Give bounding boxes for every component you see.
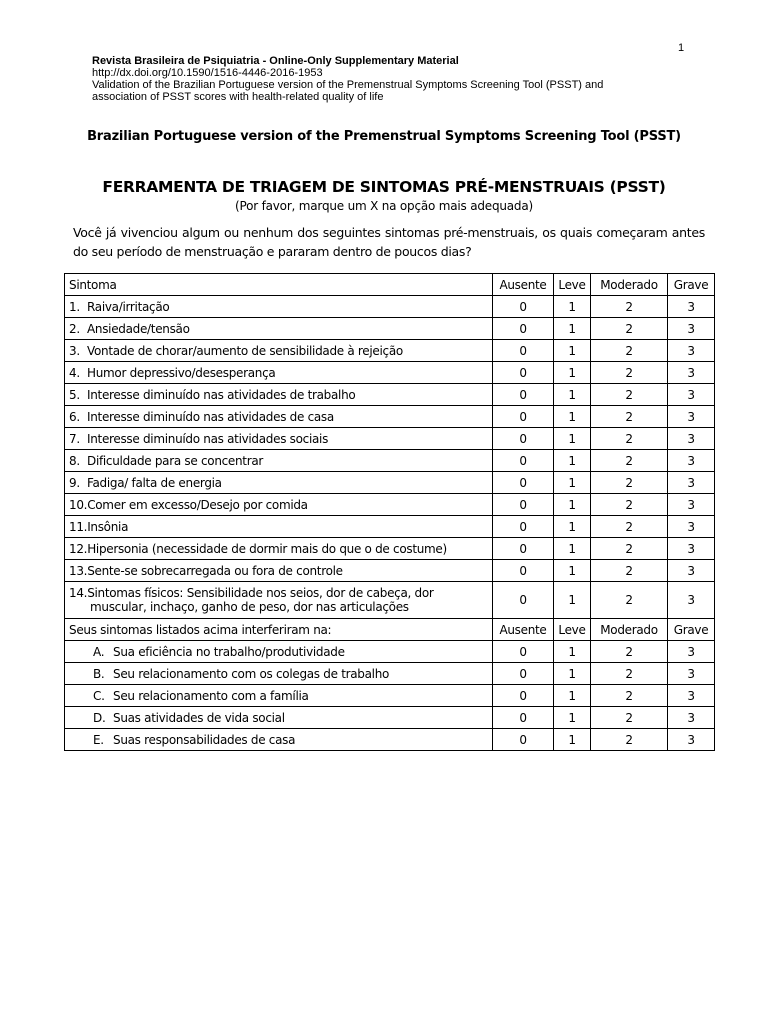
symptom-label: Interesse diminuído nas atividades sociais: [87, 431, 329, 446]
score-option[interactable]: 1: [554, 663, 591, 685]
score-option[interactable]: 2: [591, 494, 668, 516]
score-option[interactable]: 2: [591, 560, 668, 582]
psst-table: [64, 273, 715, 751]
score-option[interactable]: 3: [668, 582, 715, 619]
symptom-number: 8.: [69, 453, 80, 468]
score-option[interactable]: 3: [668, 362, 715, 384]
score-option[interactable]: 1: [554, 340, 591, 362]
score-option[interactable]: 3: [668, 472, 715, 494]
score-option[interactable]: 1: [554, 472, 591, 494]
score-option[interactable]: 0: [493, 707, 554, 729]
score-option[interactable]: 0: [493, 538, 554, 560]
form-instruction: (Por favor, marque um X na opção mais adequada): [235, 199, 533, 213]
impact-header-absent: Ausente: [493, 619, 554, 641]
symptom-label: Fadiga/ falta de energia: [87, 475, 222, 490]
score-option[interactable]: 3: [668, 340, 715, 362]
symptom-row: [65, 582, 715, 619]
symptom-row: [65, 362, 715, 384]
symptom-row: [65, 516, 715, 538]
header-severe: Grave: [668, 274, 715, 296]
score-option[interactable]: 3: [668, 428, 715, 450]
symptom-label-cell: [65, 318, 493, 340]
header-mild: Leve: [554, 274, 591, 296]
score-option[interactable]: 2: [591, 729, 668, 751]
table-header-row: [65, 274, 715, 296]
symptom-label: Hipersonia (necessidade de dormir mais do que o de costume): [87, 541, 447, 556]
symptom-label: Ansiedade/tensão: [87, 321, 190, 336]
symptom-row: [65, 472, 715, 494]
symptom-number: 13.: [69, 563, 88, 578]
doi-link[interactable]: http://dx.doi.org/10.1590/1516-4446-2016-1953: [92, 67, 323, 79]
symptom-label-cell: [65, 560, 493, 582]
symptom-row: [65, 296, 715, 318]
impact-label: Sua eficiência no trabalho/produtividade: [113, 644, 345, 659]
article-title-line-2: association of PSST scores with health-related quality of life: [92, 91, 384, 103]
symptom-label: Sintomas físicos: Sensibilidade nos seios, dor de cabeça, dor: [87, 586, 434, 600]
symptom-number: 7.: [69, 431, 80, 446]
symptom-label-cell: [65, 406, 493, 428]
score-option[interactable]: 3: [668, 406, 715, 428]
symptom-row: [65, 406, 715, 428]
score-option[interactable]: 0: [493, 582, 554, 619]
symptom-number: 9.: [69, 475, 80, 490]
score-option[interactable]: 1: [554, 582, 591, 619]
header-absent: Ausente: [493, 274, 554, 296]
impact-row: [65, 729, 715, 751]
symptom-row: [65, 494, 715, 516]
score-option[interactable]: 1: [554, 406, 591, 428]
impact-label: Seu relacionamento com a família: [113, 688, 309, 703]
impact-letter: B.: [93, 666, 105, 681]
score-option[interactable]: 3: [668, 641, 715, 663]
symptom-label-cell: [65, 428, 493, 450]
score-option[interactable]: 1: [554, 494, 591, 516]
symptom-label: Vontade de chorar/aumento de sensibilidade à rejeição: [87, 343, 403, 358]
score-option[interactable]: 2: [591, 362, 668, 384]
score-option[interactable]: 1: [554, 560, 591, 582]
symptom-number: 2.: [69, 321, 80, 336]
score-option[interactable]: 2: [591, 384, 668, 406]
score-option[interactable]: 1: [554, 428, 591, 450]
impact-header-moderate: Moderado: [591, 619, 668, 641]
score-option[interactable]: 1: [554, 685, 591, 707]
impact-header-severe: Grave: [668, 619, 715, 641]
impact-header: Seus sintomas listados acima interferiram na:: [65, 619, 493, 641]
symptom-number: 10.: [69, 497, 88, 512]
symptom-label: Sente-se sobrecarregada ou fora de controle: [87, 563, 343, 578]
symptom-number: 3.: [69, 343, 80, 358]
symptom-label-cell: [65, 362, 493, 384]
impact-header-row: [65, 619, 715, 641]
score-option[interactable]: 0: [493, 428, 554, 450]
score-option[interactable]: 0: [493, 685, 554, 707]
score-option[interactable]: 2: [591, 428, 668, 450]
score-option[interactable]: 1: [554, 296, 591, 318]
symptom-number: 5.: [69, 387, 80, 402]
score-option[interactable]: 2: [591, 685, 668, 707]
symptom-number: 14.: [69, 586, 88, 600]
score-option[interactable]: 3: [668, 663, 715, 685]
symptom-row: [65, 340, 715, 362]
symptom-number: 12.: [69, 541, 88, 556]
score-option[interactable]: 2: [591, 538, 668, 560]
impact-label: Seu relacionamento com os colegas de trabalho: [113, 666, 390, 681]
impact-label-cell: [65, 641, 493, 663]
symptom-row: [65, 318, 715, 340]
score-option[interactable]: 2: [591, 582, 668, 619]
symptom-label: Comer em excesso/Desejo por comida: [87, 497, 308, 512]
symptom-row: [65, 384, 715, 406]
score-option[interactable]: 0: [493, 296, 554, 318]
symptom-label: Interesse diminuído nas atividades de casa: [87, 409, 334, 424]
impact-label-cell: [65, 663, 493, 685]
score-option[interactable]: 3: [668, 318, 715, 340]
impact-letter: D.: [93, 710, 106, 725]
score-option[interactable]: 0: [493, 318, 554, 340]
score-option[interactable]: 2: [591, 340, 668, 362]
score-option[interactable]: 0: [493, 450, 554, 472]
impact-header-mild: Leve: [554, 619, 591, 641]
score-option[interactable]: 3: [668, 494, 715, 516]
score-option[interactable]: 0: [493, 516, 554, 538]
impact-label: Suas atividades de vida social: [113, 710, 285, 725]
score-option[interactable]: 1: [554, 362, 591, 384]
impact-label: Suas responsabilidades de casa: [113, 732, 296, 747]
score-option[interactable]: 0: [493, 560, 554, 582]
symptom-label-cell: [65, 340, 493, 362]
score-option[interactable]: 0: [493, 641, 554, 663]
symptom-label-cell: [65, 538, 493, 560]
document-subtitle: Brazilian Portuguese version of the Premenstrual Symptoms Screening Tool (PSST): [87, 129, 681, 144]
impact-label-cell: [65, 685, 493, 707]
symptom-number: 11.: [69, 519, 88, 534]
score-option[interactable]: 3: [668, 729, 715, 751]
impact-letter: A.: [93, 644, 105, 659]
symptom-row: [65, 450, 715, 472]
journal-title: Revista Brasileira de Psiquiatria - Online-Only Supplementary Material: [92, 55, 459, 67]
article-header: [92, 55, 652, 103]
symptom-label-cell: [65, 494, 493, 516]
score-option[interactable]: 1: [554, 538, 591, 560]
score-option[interactable]: 2: [591, 406, 668, 428]
score-option[interactable]: 2: [591, 472, 668, 494]
symptom-row: [65, 428, 715, 450]
score-option[interactable]: 1: [554, 729, 591, 751]
impact-letter: E.: [93, 732, 104, 747]
symptom-label-cell: [65, 516, 493, 538]
symptom-number: 6.: [69, 409, 80, 424]
page-number: 1: [678, 42, 685, 54]
impact-letter: C.: [93, 688, 105, 703]
score-option[interactable]: 0: [493, 384, 554, 406]
symptom-number: 4.: [69, 365, 80, 380]
symptom-number: 1.: [69, 299, 80, 314]
score-option[interactable]: 2: [591, 296, 668, 318]
score-option[interactable]: 0: [493, 494, 554, 516]
score-option[interactable]: 2: [591, 516, 668, 538]
score-option[interactable]: 3: [668, 296, 715, 318]
impact-row: [65, 663, 715, 685]
symptom-label-cell: [65, 582, 493, 619]
header-moderate: Moderado: [591, 274, 668, 296]
symptom-label-cell: [65, 296, 493, 318]
score-option[interactable]: 2: [591, 707, 668, 729]
score-option[interactable]: 0: [493, 362, 554, 384]
score-option[interactable]: 3: [668, 538, 715, 560]
score-option[interactable]: 3: [668, 685, 715, 707]
impact-label-cell: [65, 707, 493, 729]
symptom-row: [65, 560, 715, 582]
impact-label-cell: [65, 729, 493, 751]
symptom-label-cell: [65, 472, 493, 494]
symptom-label: Humor depressivo/desesperança: [87, 365, 276, 380]
score-option[interactable]: 0: [493, 663, 554, 685]
symptom-label: Interesse diminuído nas atividades de trabalho: [87, 387, 356, 402]
score-option[interactable]: 1: [554, 707, 591, 729]
symptom-label-cell: [65, 384, 493, 406]
symptom-label: Raiva/irritação: [87, 299, 170, 314]
score-option[interactable]: 2: [591, 641, 668, 663]
score-option[interactable]: 3: [668, 707, 715, 729]
symptom-label-cell: [65, 450, 493, 472]
score-option[interactable]: 2: [591, 450, 668, 472]
score-option[interactable]: 0: [493, 406, 554, 428]
score-option[interactable]: 1: [554, 384, 591, 406]
score-option[interactable]: 3: [668, 450, 715, 472]
symptom-label-continued: muscular, inchaço, ganho de peso, dor nas articulações: [90, 600, 409, 614]
form-intro-question: Você já vivenciou algum ou nenhum dos seguintes sintomas pré-menstruais, os quais começaram antes do seu período de menstruação e pararam dentro de poucos dias?: [73, 225, 705, 259]
score-option[interactable]: 2: [591, 663, 668, 685]
score-option[interactable]: 1: [554, 641, 591, 663]
form-title: FERRAMENTA DE TRIAGEM DE SINTOMAS PRÉ-MENSTRUAIS (PSST): [102, 178, 666, 196]
symptom-label: Dificuldade para se concentrar: [87, 453, 264, 468]
impact-row: [65, 707, 715, 729]
score-option[interactable]: 3: [668, 384, 715, 406]
symptom-label: Insônia: [87, 519, 129, 534]
symptom-row: [65, 538, 715, 560]
score-option[interactable]: 1: [554, 318, 591, 340]
score-option[interactable]: 3: [668, 560, 715, 582]
score-option[interactable]: 1: [554, 516, 591, 538]
score-option[interactable]: 2: [591, 318, 668, 340]
score-option[interactable]: 0: [493, 340, 554, 362]
impact-row: [65, 641, 715, 663]
header-symptom: Sintoma: [65, 274, 493, 296]
impact-row: [65, 685, 715, 707]
score-option[interactable]: 0: [493, 472, 554, 494]
score-option[interactable]: 1: [554, 450, 591, 472]
score-option[interactable]: 3: [668, 516, 715, 538]
article-title-line-1: Validation of the Brazilian Portuguese version of the Premenstrual Symptoms Screening Tool (PSST) and: [92, 79, 604, 91]
score-option[interactable]: 0: [493, 729, 554, 751]
